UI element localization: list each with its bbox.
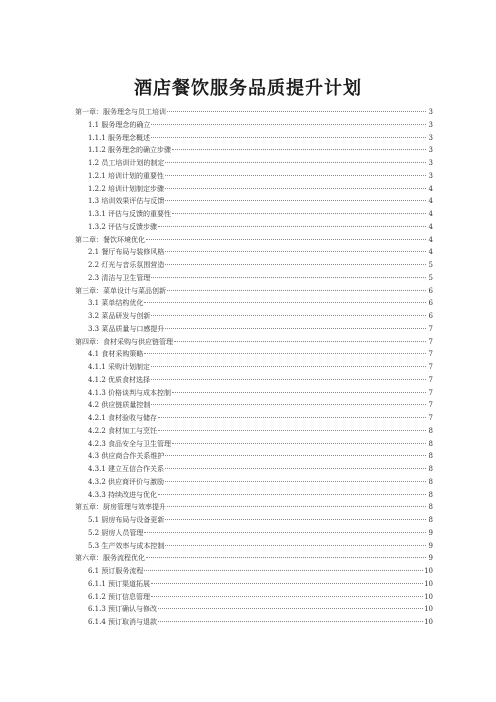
toc-page-number: 6 [428,286,433,295]
toc-entry-label: 6.1.4 预订取消与退款 [88,618,158,626]
toc-dot-leader [158,607,423,609]
toc-page-number: 8 [428,490,433,499]
toc-dot-leader [158,225,426,227]
toc-dot-leader [165,187,426,189]
toc-dot-leader [167,505,426,507]
toc-section-entry[interactable] [75,514,433,527]
toc-dot-leader [151,276,426,278]
toc-entry-label: 4.1.1 采购计划制定 [88,363,151,371]
toc-entry-label: 4.1 食材采购策略 [88,350,144,359]
toc-dot-leader [174,340,426,342]
toc-entry-label: 4.3.1 建立互信合作关系 [88,465,165,473]
toc-dot-leader [172,212,426,214]
toc-dot-leader [151,595,423,597]
toc-section-entry[interactable] [75,361,433,374]
toc-section-entry[interactable] [75,463,433,476]
toc-dot-leader [165,250,426,252]
toc-dot-leader [158,416,426,418]
toc-entry-label: 4.3.2 供应商评价与激励 [88,477,165,486]
toc-entry-label: 2.2 灯光与音乐氛围营造 [88,261,165,269]
toc-section-entry[interactable] [75,195,433,208]
toc-dot-leader [165,199,426,201]
toc-entry-label: 3.3 菜品质量与口感提升 [88,324,165,333]
toc-dot-leader [165,174,426,176]
toc-chapter-entry[interactable] [75,234,433,247]
toc-section-entry[interactable] [75,272,433,285]
toc-entry-label: 1.2 员工培训计划的制定 [88,159,165,167]
toc-dot-leader [151,582,423,584]
toc-section-entry[interactable] [75,183,433,196]
toc-page-number: 9 [428,528,433,537]
toc-entry-label: 1.2.2 培训计划制定步骤 [88,184,165,193]
toc-section-entry[interactable] [75,374,433,387]
toc-entry-label: 6.1.3 预订确认与修改 [88,605,158,614]
toc-section-entry[interactable] [75,603,433,616]
toc-page-number: 3 [428,146,433,155]
toc-dot-leader [151,136,426,138]
toc-section-entry[interactable] [75,438,433,451]
toc-section-entry[interactable] [75,323,433,336]
toc-page-number: 10 [424,605,433,614]
toc-chapter-entry[interactable] [75,552,433,565]
toc-dot-leader [172,391,426,393]
toc-dot-leader [167,289,426,291]
toc-page-number: 7 [428,363,433,371]
toc-page-number: 4 [428,197,433,206]
toc-section-entry[interactable] [75,591,433,604]
toc-page-number: 9 [428,541,433,550]
page-title: 酒店餐饮服务品质提升计划 [134,78,362,99]
toc-dot-leader [146,238,426,240]
toc-entry-label: 1.1.2 服务理念的确立步骤 [88,146,172,155]
toc-section-entry[interactable] [75,208,433,221]
toc-dot-leader [165,327,426,329]
toc-dot-leader [151,314,426,316]
toc-entry-label: 1.2.1 培训计划的重要性 [88,171,165,180]
toc-section-entry[interactable] [75,144,433,157]
toc-dot-leader [172,148,426,150]
toc-page-number: 8 [428,516,433,524]
toc-dot-leader [165,263,426,265]
toc-page-number: 8 [428,439,433,448]
toc-entry-label: 6.1 预订服务流程 [88,567,144,575]
toc-entry-label: 4.3.3 持续改进与优化 [88,490,158,499]
toc-section-entry[interactable] [75,476,433,489]
toc-page-number: 4 [428,235,433,244]
toc-page-number: 10 [424,592,433,601]
toc-dot-leader [144,569,423,571]
toc-page-number: 8 [428,452,433,461]
toc-section-entry[interactable] [75,578,433,591]
toc-page-number: 9 [428,554,433,563]
toc-section-entry[interactable] [75,170,433,183]
toc-entry-label: 5.3 生产效率与成本控制 [88,541,165,550]
toc-section-entry[interactable] [75,387,433,400]
toc-section-entry[interactable] [75,616,433,629]
toc-page-number: 10 [424,567,433,575]
toc-entry-label: 5.2 厨房人员管理 [88,528,144,537]
toc-page-number: 7 [428,337,433,346]
toc-entry-label: 4.1.2 优质食材选择 [88,375,151,384]
toc-page-number: 4 [428,222,433,231]
toc-section-entry[interactable] [75,450,433,463]
toc-page-number: 7 [428,375,433,384]
toc-entry-label: 4.3 供应商合作关系维护 [88,452,165,461]
toc-dot-leader [165,480,426,482]
toc-entry-label: 第五章：厨房管理与效率提升 [75,503,166,512]
toc-section-entry[interactable] [75,310,433,323]
toc-page-number: 4 [428,248,433,257]
toc-chapter-entry[interactable] [75,336,433,349]
toc-section-entry[interactable] [75,412,433,425]
toc-entry-label: 1.3 培训效果评估与反馈 [88,197,165,206]
toc-dot-leader [158,429,426,431]
toc-page-number: 8 [428,503,433,512]
toc-page-number: 8 [428,465,433,473]
toc-entry-label: 第三章：菜单设计与菜品创新 [75,286,166,295]
toc-entry-label: 4.2.1 食材验收与储存 [88,414,158,422]
toc-entry-label: 2.3 清洁与卫生管理 [88,273,151,282]
toc-page-number: 6 [428,299,433,308]
toc-section-entry[interactable] [75,399,433,412]
toc-page-number: 4 [428,184,433,193]
toc-chapter-entry[interactable] [75,106,433,119]
toc-section-entry[interactable] [75,489,433,502]
toc-section-entry[interactable] [75,157,433,170]
toc-dot-leader [158,620,423,622]
toc-entry-label: 4.2 供应链质量控制 [88,401,151,410]
toc-entry-label: 1.3.1 评估与反馈的重要性 [88,210,172,218]
toc-page-number: 7 [428,350,433,359]
toc-page-number: 7 [428,324,433,333]
toc-dot-leader [151,403,426,405]
toc-section-entry[interactable] [75,527,433,540]
toc-section-entry[interactable] [75,119,433,132]
toc-chapter-entry[interactable] [75,285,433,298]
toc-entry-label: 6.1.2 预订信息管理 [88,592,151,601]
toc-page-number: 7 [428,414,433,422]
toc-section-entry[interactable] [75,259,433,272]
toc-dot-leader [151,123,426,125]
toc-page-number: 7 [428,388,433,397]
toc-dot-leader [165,518,426,520]
toc-section-entry[interactable] [75,246,433,259]
toc-entry-label: 4.2.3 食品安全与卫生管理 [88,439,172,448]
toc-entry-label: 2.1 餐厅布局与装修风格 [88,248,165,257]
toc-entry-label: 3.1 菜单结构优化 [88,299,144,308]
toc-dot-leader [144,531,426,533]
toc-entry-label: 1.1 服务理念的确立 [88,120,151,129]
toc-dot-leader [144,301,426,303]
toc-section-entry[interactable] [75,425,433,438]
toc-page-number: 6 [428,312,433,320]
toc-entry-label: 第二章：餐饮环境优化 [75,235,145,244]
toc-entry-label: 4.1.3 价格谈判与成本控制 [88,388,172,397]
toc-dot-leader [144,352,426,354]
toc-entry-label: 5.1 厨房布局与设备更新 [88,516,165,524]
toc-dot-leader [165,467,426,469]
toc-dot-leader [151,365,426,367]
toc-page-number: 3 [428,159,433,167]
toc-page-number: 3 [428,120,433,129]
toc-page-number: 8 [428,477,433,486]
toc-page-number: 7 [428,401,433,410]
toc-dot-leader [172,442,426,444]
toc-entry-label: 6.1.1 预订渠道拓展 [88,579,151,588]
toc-page-number: 10 [424,579,433,588]
toc-chapter-entry[interactable] [75,501,433,514]
toc-section-entry[interactable] [75,565,433,578]
toc-page-number: 8 [428,426,433,435]
toc-entry-label: 1.1.1 服务理念概述 [88,133,151,142]
toc-dot-leader [146,556,426,558]
toc-dot-leader [167,110,426,112]
toc-dot-leader [165,544,426,546]
toc-entry-label: 4.2.2 食材加工与烹饪 [88,426,158,435]
toc-page-number: 3 [428,108,433,116]
toc-page-number: 5 [428,261,433,269]
toc-dot-leader [165,161,426,163]
toc-entry-label: 3.2 菜品研发与创新 [88,312,151,320]
toc-entry-label: 第六章：服务流程优化 [75,554,145,563]
toc-entry-label: 第一章：服务理念与员工培训 [75,108,166,116]
toc-page-number: 4 [428,210,433,218]
toc-entry-label: 第四章：食材采购与供应链管理 [75,337,173,346]
toc-section-entry[interactable] [75,132,433,145]
toc-entry-label: 1.3.2 评估与反馈步骤 [88,222,158,231]
toc-section-entry[interactable] [75,348,433,361]
toc-page-number: 3 [428,171,433,180]
toc-dot-leader [165,454,426,456]
toc-dot-leader [158,493,426,495]
toc-section-entry[interactable] [75,221,433,234]
toc-dot-leader [151,378,426,380]
toc-page-number: 10 [424,618,433,626]
toc-page-number: 5 [428,273,433,282]
toc-section-entry[interactable] [75,297,433,310]
table-of-contents [75,106,433,629]
toc-page-number: 3 [428,133,433,142]
toc-section-entry[interactable] [75,540,433,553]
